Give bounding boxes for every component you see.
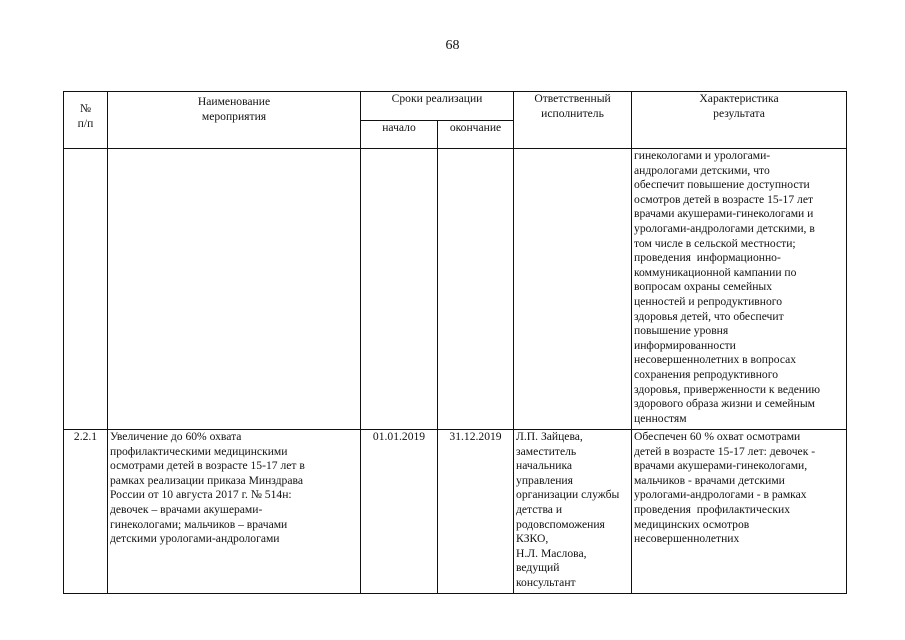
cont-responsible-cell: [514, 149, 632, 430]
cont-name-cell: [108, 149, 361, 430]
header-dates: Сроки реализации: [361, 92, 514, 121]
cont-num-cell: [64, 149, 108, 430]
table-row: [64, 430, 847, 594]
header-responsible: Ответственный исполнитель: [514, 92, 632, 149]
cont-result-cell: гинекологами и урологами- андрологами детскими, что обеспечит повышение доступности осмотров детей в возрасте 15-17 лет врачами акушерами-гинекологами и урологами-андрологами детскими, в том числе в сельской местности; проведения информационно- коммуникационной кампании по вопросам охраны семейных ценностей и репродуктивного здоровья детей, что обеспечит повышение уровня информированности несовершеннолетних в вопросах сохранения репродуктивного здоровья, приверженности к ведению здорового образа жизни и семейным ценностям: [632, 149, 847, 430]
row-name: Увеличение до 60% охвата профилактическими медицинскими осмотрами детей в возрасте 15-17 лет в рамках реализации приказа Минздрава России от 10 августа 2017 г. № 514н: девочек – врачами акушерами- гинекологами; мальчиков – врачами детскими урологами-андрологами: [108, 430, 361, 594]
header-start: начало: [361, 121, 438, 149]
row-end-date: 31.12.2019: [438, 430, 514, 594]
table-row-continuation: [64, 149, 847, 430]
table-header-row: [64, 92, 847, 121]
cont-end-cell: [438, 149, 514, 430]
header-number: № п/п: [64, 92, 108, 149]
header-end: окончание: [438, 121, 514, 149]
row-responsible: Л.П. Зайцева, заместитель начальника управления организации службы детства и родовспоможения КЗКО, Н.Л. Маслова, ведущий консультант: [514, 430, 632, 594]
measures-table: [63, 91, 847, 594]
header-name: Наименование мероприятия: [108, 92, 361, 149]
row-start-date: 01.01.2019: [361, 430, 438, 594]
cont-start-cell: [361, 149, 438, 430]
header-result: Характеристика результата: [632, 92, 847, 149]
page-number: 68: [445, 38, 460, 53]
row-number: 2.2.1: [64, 430, 108, 594]
row-result: Обеспечен 60 % охват осмотрами детей в возрасте 15-17 лет: девочек - врачами акушерами-гинекологами, мальчиков - врачами детскими урологами-андрологами - в рамках проведения профилактических медицинских осмотров несовершеннолетних: [632, 430, 847, 594]
